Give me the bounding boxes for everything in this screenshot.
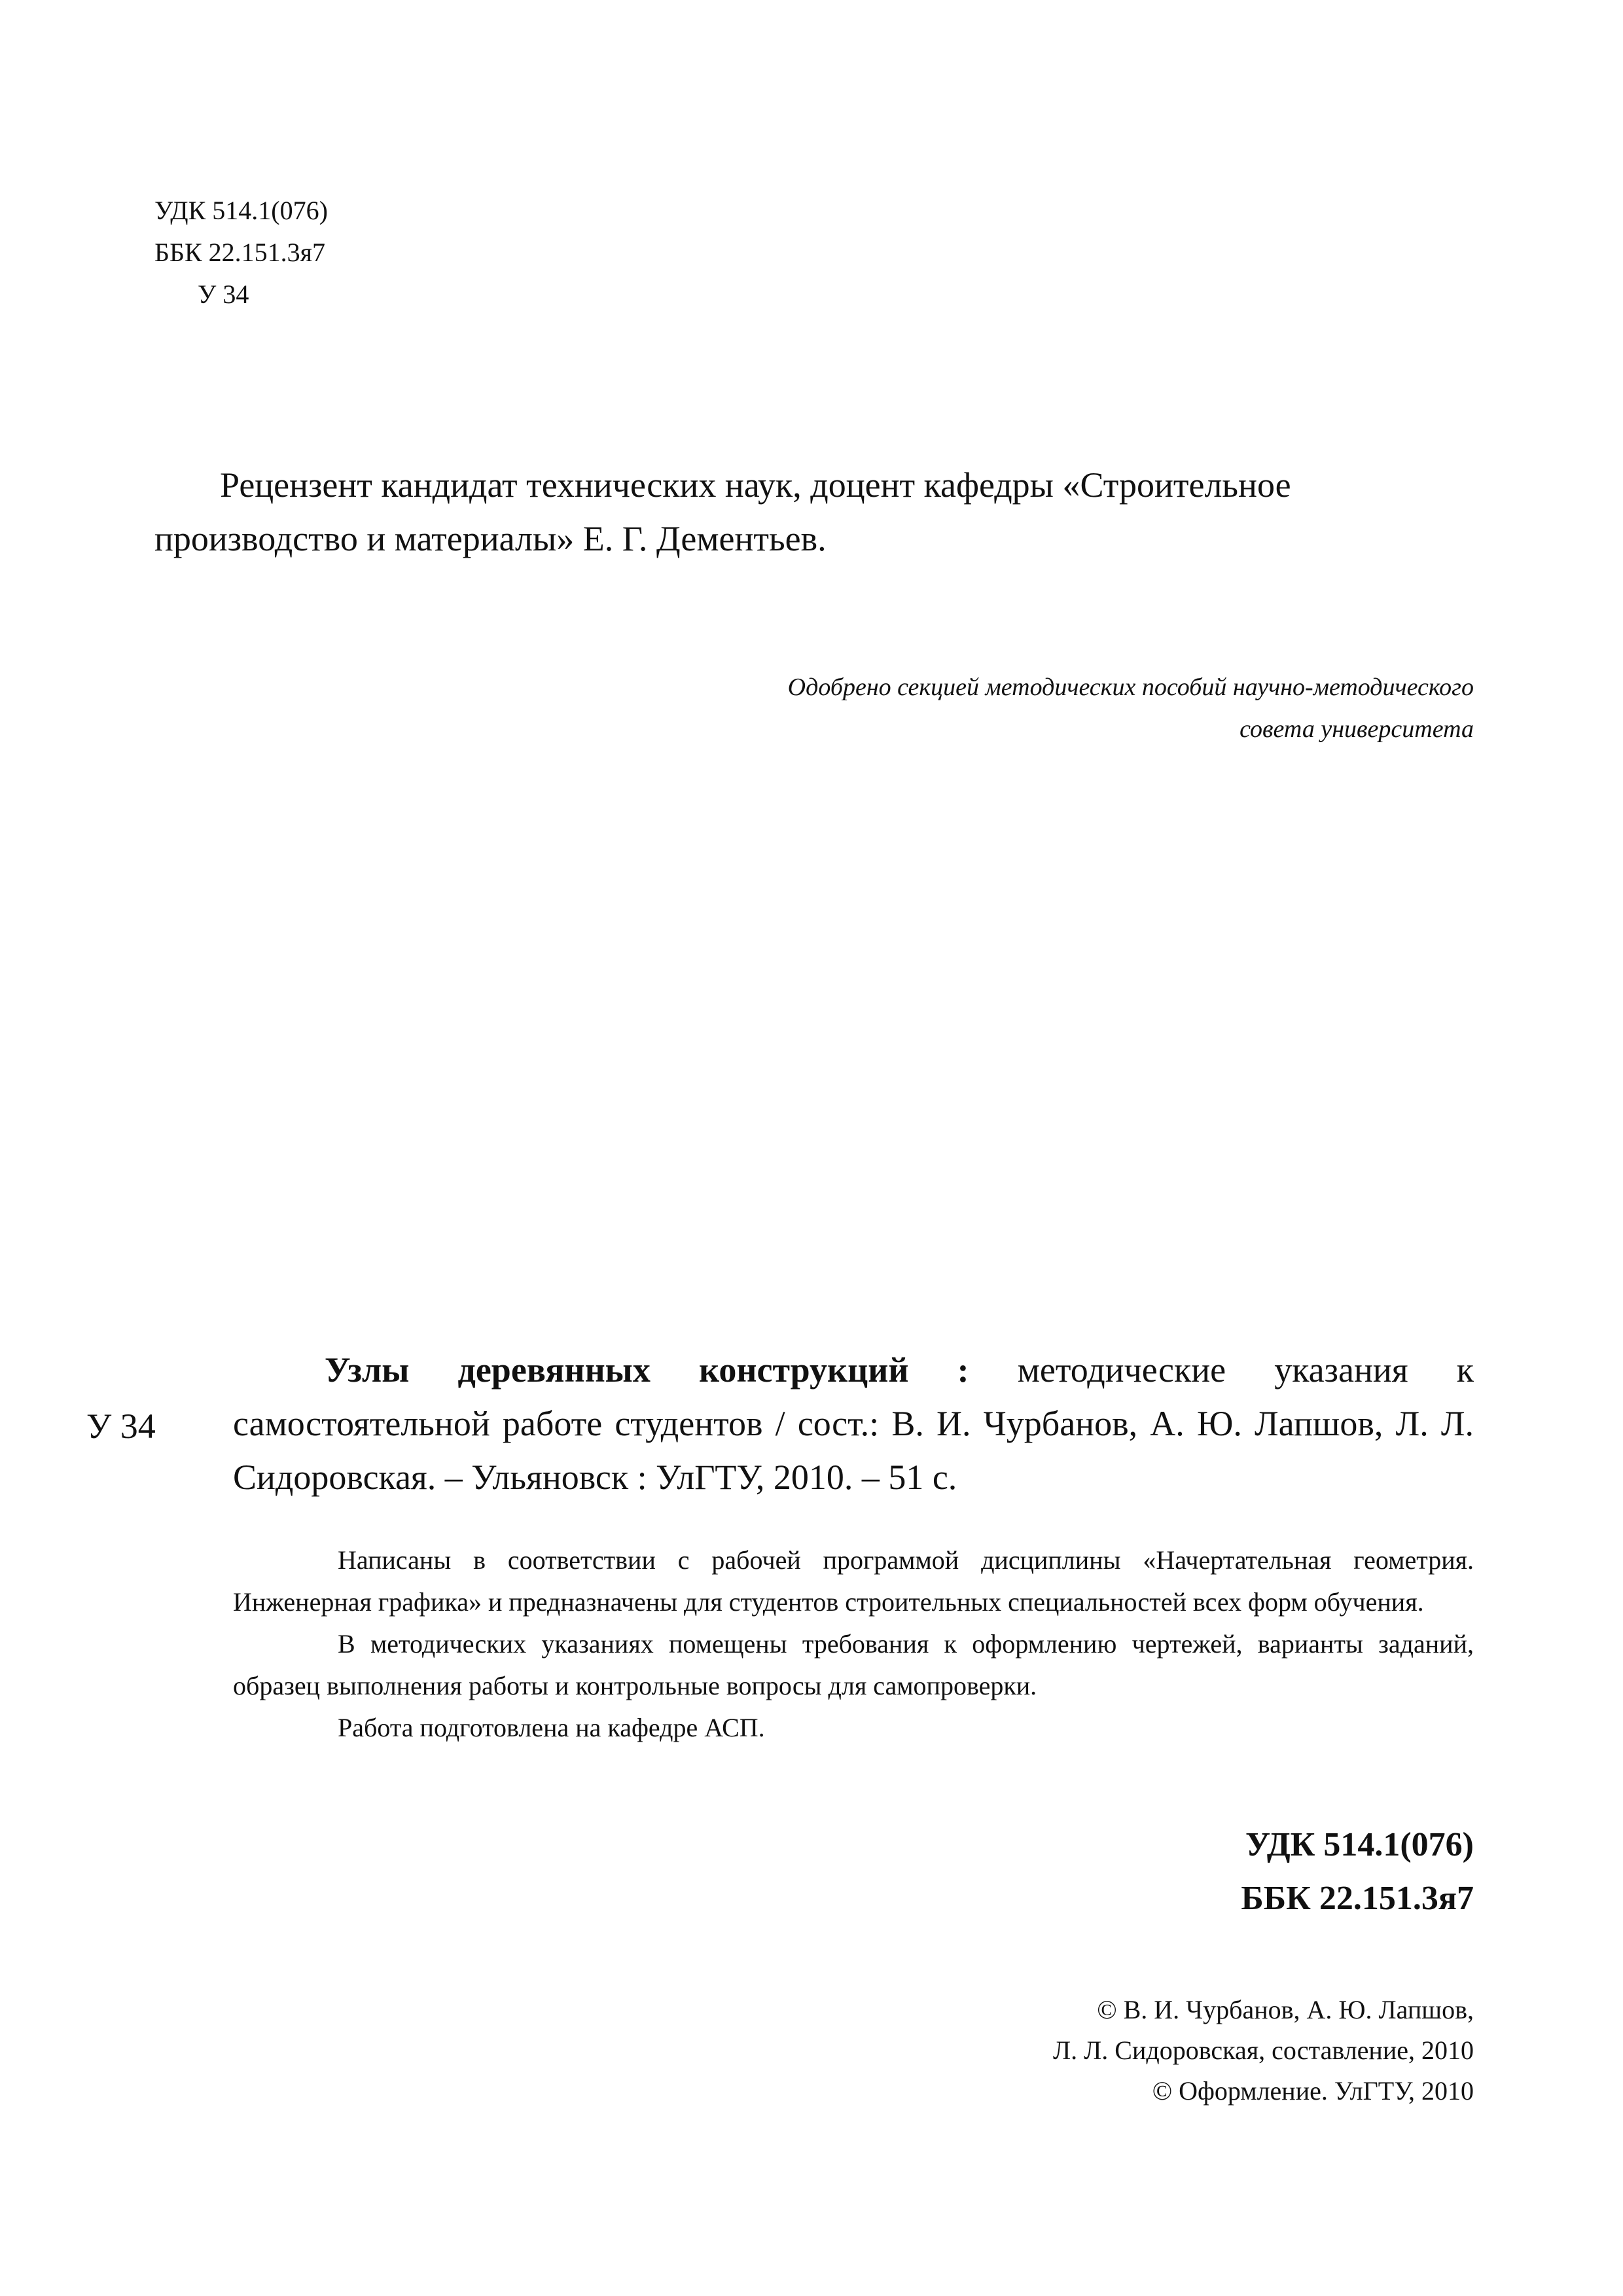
reviewer-text: Рецензент кандидат технических наук, доцент кафедры «Строительное производство и материалы» Е. Г. Дементьев.	[154, 465, 1291, 558]
bottom-bbk-code: ББК 22.151.3я7	[1241, 1880, 1474, 1917]
udk-code: УДК 514.1(076)	[154, 196, 328, 225]
header-classification-codes	[154, 190, 328, 315]
side-author-code: У 34	[86, 1407, 156, 1446]
approval-note	[788, 666, 1474, 750]
reviewer-note	[154, 458, 1483, 565]
copyright-line-1: © В. И. Чурбанов, А. Ю. Лапшов,	[1097, 1995, 1474, 2024]
bibliographic-description	[233, 1343, 1474, 1504]
author-code: У 34	[198, 279, 249, 309]
copyright-line-3: © Оформление. УлГТУ, 2010	[1152, 2076, 1474, 2106]
bibliographic-details: методические указания к самостоятельной работе студентов / сост.: В. И. Чурбанов, А. Ю. Лапшов, Л. Л. Сидоровская. – Ульяновск : УлГТУ, 2010. – 51 с.	[233, 1350, 1474, 1497]
copyright-line-2: Л. Л. Сидоровская, составление, 2010	[1053, 2036, 1474, 2065]
book-title: Узлы деревянных конструкций :	[325, 1350, 969, 1390]
annotation	[233, 1539, 1474, 1749]
copyright-block	[1053, 1990, 1474, 2111]
bbk-code: ББК 22.151.3я7	[154, 238, 326, 267]
annotation-paragraph: Написаны в соответствии с рабочей программой дисциплины «Начертательная геометрия. Инженерная графика» и предназначены для студентов строительных специальностей всех форм обучения.	[233, 1545, 1474, 1617]
approval-line-1: Одобрено секцией методических пособий научно-методического	[787, 673, 1474, 701]
bottom-udk-code: УДК 514.1(076)	[1245, 1826, 1474, 1863]
approval-line-2: совета университета	[1240, 715, 1474, 743]
bottom-classification-codes	[1241, 1818, 1474, 1926]
annotation-paragraph: В методических указаниях помещены требования к оформлению чертежей, варианты заданий, образец выполнения работы и контрольные вопросы для самопроверки.	[233, 1629, 1474, 1700]
annotation-paragraph: Работа подготовлена на кафедре АСП.	[338, 1713, 765, 1742]
